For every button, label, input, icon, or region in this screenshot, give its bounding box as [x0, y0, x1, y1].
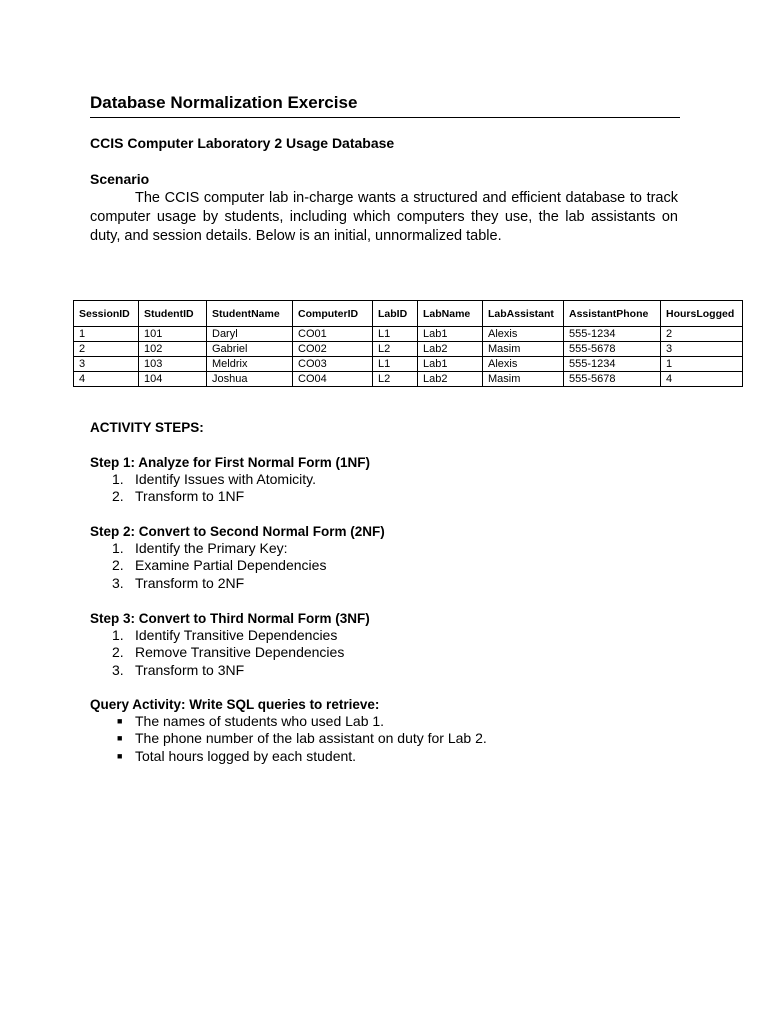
table-row — [74, 357, 743, 372]
table-cell: Joshua — [207, 372, 293, 387]
step-3-section — [90, 610, 370, 679]
list-item: 3. Transform to 3NF — [112, 661, 245, 678]
table-cell: Lab2 — [418, 342, 483, 357]
list-item: 1. Identify the Primary Key: — [112, 540, 288, 556]
bullet-icon: ■ — [117, 716, 123, 726]
table-cell: 3 — [661, 342, 743, 357]
table-cell: L1 — [373, 327, 418, 342]
list-item — [90, 713, 487, 730]
query-activity-section — [90, 696, 487, 765]
table-header-cell: ComputerID — [293, 301, 373, 327]
list-item — [90, 730, 487, 747]
table-cell: Meldrix — [207, 357, 293, 372]
table-row — [74, 342, 743, 357]
table-header-cell: StudentID — [139, 301, 207, 327]
table-cell: Alexis — [483, 357, 564, 372]
table-cell: 2 — [74, 342, 139, 357]
table-cell: 104 — [139, 372, 207, 387]
table-cell: 101 — [139, 327, 207, 342]
table-header-cell: StudentName — [207, 301, 293, 327]
table-cell: CO01 — [293, 327, 373, 342]
list-item-text: Identify the Primary Key: — [135, 540, 288, 556]
list-item-text: The phone number of the lab assistant on duty for Lab 2. — [135, 730, 487, 747]
scenario-text: The CCIS computer lab in-charge wants a structured and efficient database to track computer usage by students, including which computers they use, the lab assistants on duty, and session details. Below is an initial, unnormalized table. — [90, 190, 678, 244]
table-header-row — [74, 301, 743, 327]
table-cell: 4 — [661, 372, 743, 387]
table-header-cell: LabAssistant — [483, 301, 564, 327]
list-item: 2. Remove Transitive Dependencies — [112, 644, 345, 661]
list-item-text: Remove Transitive Dependencies — [135, 644, 345, 661]
query-activity-title: Query Activity: Write SQL queries to retrieve: — [90, 697, 380, 712]
table-row — [74, 327, 743, 342]
table-row — [74, 372, 743, 387]
table-cell: 1 — [74, 327, 139, 342]
table-cell: 102 — [139, 342, 207, 357]
list-item: 2. Transform to 1NF — [112, 488, 245, 505]
table-cell: Gabriel — [207, 342, 293, 357]
table-cell: L1 — [373, 357, 418, 372]
table-cell: 1 — [661, 357, 743, 372]
table-cell: 555-1234 — [564, 327, 661, 342]
list-item: 1. Identify Issues with Atomicity. — [112, 471, 317, 487]
step-title: Step 3: Convert to Third Normal Form (3NF) — [90, 611, 370, 626]
table-header-cell: SessionID — [74, 301, 139, 327]
table-cell: Masim — [483, 342, 564, 357]
table-cell: 2 — [661, 327, 743, 342]
table-cell: CO02 — [293, 342, 373, 357]
list-item-text: The names of students who used Lab 1. — [135, 713, 385, 729]
table-cell: 4 — [74, 372, 139, 387]
list-item-text: Examine Partial Dependencies — [135, 557, 327, 574]
step-title: Step 1: Analyze for First Normal Form (1NF) — [90, 455, 371, 470]
table-header-cell: LabID — [373, 301, 418, 327]
table-cell: L2 — [373, 342, 418, 357]
table-cell: Masim — [483, 372, 564, 387]
table-cell: Lab2 — [418, 372, 483, 387]
step-list — [90, 627, 370, 679]
list-item-text: Transform to 3NF — [135, 661, 245, 678]
document-title: Database Normalization Exercise — [90, 93, 680, 118]
list-item — [90, 748, 487, 765]
query-list — [90, 713, 487, 765]
table-cell: Lab1 — [418, 327, 483, 342]
scenario-heading: Scenario — [90, 171, 150, 187]
step-2-section — [90, 523, 385, 592]
list-item-text: Identify Issues with Atomicity. — [135, 471, 317, 487]
table-header-cell: AssistantPhone — [564, 301, 661, 327]
usage-table — [73, 300, 743, 387]
list-item: 1. Identify Transitive Dependencies — [112, 627, 338, 643]
step-list — [90, 540, 385, 592]
bullet-icon: ■ — [117, 733, 123, 744]
list-item: 3. Transform to 2NF — [112, 574, 245, 591]
table-cell: Daryl — [207, 327, 293, 342]
table-header-cell: HoursLogged — [661, 301, 743, 327]
table-cell: 555-5678 — [564, 372, 661, 387]
table-cell: Lab1 — [418, 357, 483, 372]
table-header-cell: LabName — [418, 301, 483, 327]
table-cell: CO03 — [293, 357, 373, 372]
table-cell: 103 — [139, 357, 207, 372]
list-item-text: Transform to 2NF — [135, 574, 245, 591]
list-item: 2. Examine Partial Dependencies — [112, 557, 327, 574]
table-cell: L2 — [373, 372, 418, 387]
table-cell: CO04 — [293, 372, 373, 387]
list-item-text: Transform to 1NF — [135, 488, 245, 505]
activity-steps-heading: ACTIVITY STEPS: — [90, 420, 204, 435]
step-title: Step 2: Convert to Second Normal Form (2NF) — [90, 524, 385, 539]
list-item-text: Total hours logged by each student. — [135, 747, 357, 764]
step-1-section — [90, 454, 370, 506]
table-cell: Alexis — [483, 327, 564, 342]
document-subtitle: CCIS Computer Laboratory 2 Usage Database — [90, 135, 395, 151]
table-cell: 555-1234 — [564, 357, 661, 372]
bullet-icon: ■ — [117, 750, 123, 761]
table-cell: 3 — [74, 357, 139, 372]
list-item-text: Identify Transitive Dependencies — [135, 627, 338, 643]
step-list — [90, 471, 370, 506]
table-cell: 555-5678 — [564, 342, 661, 357]
